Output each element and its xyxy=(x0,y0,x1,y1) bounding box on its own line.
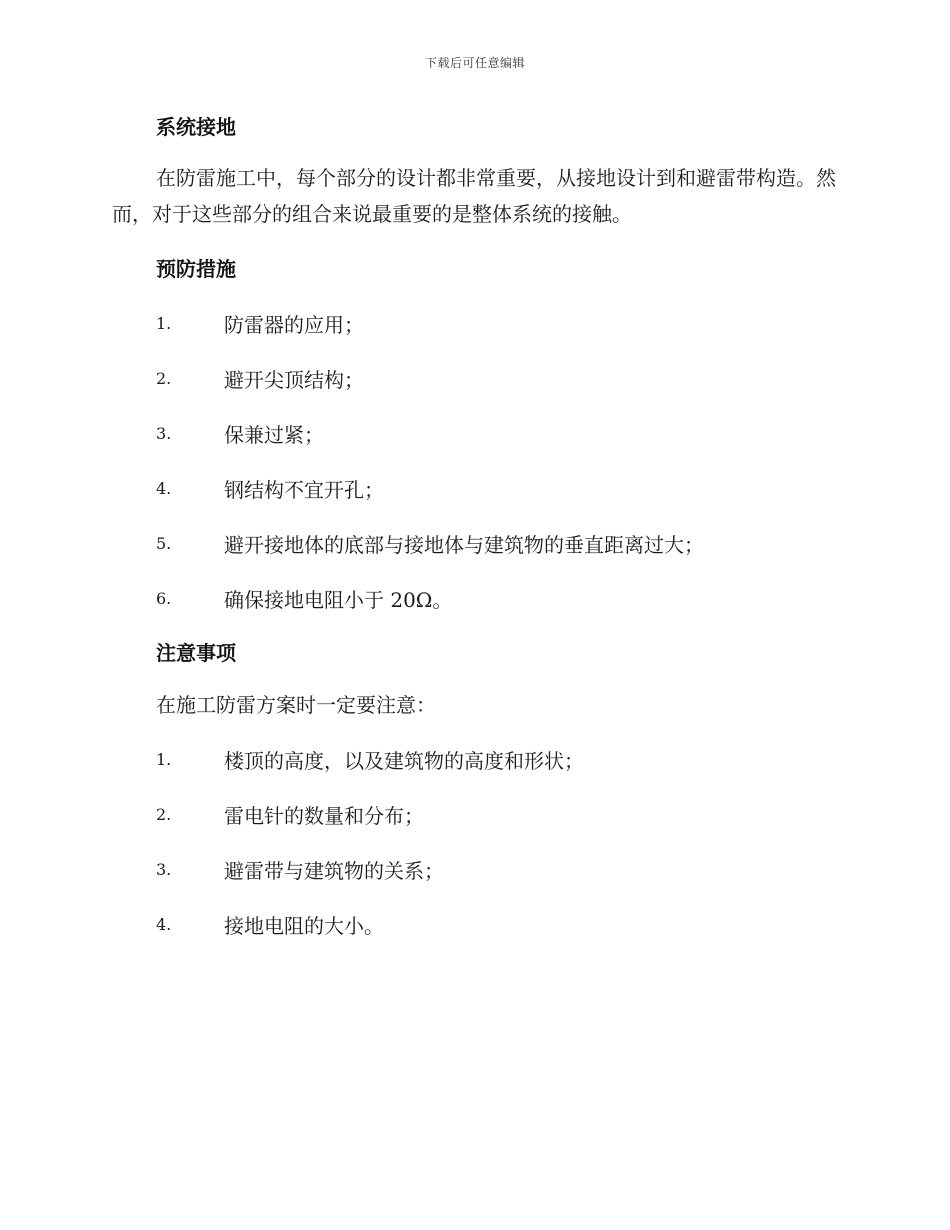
list-item xyxy=(112,732,840,787)
list-number: 3. xyxy=(156,424,172,443)
list-text: 确保接地电阻小于 20Ω。 xyxy=(224,588,453,612)
list-text: 防雷器的应用； xyxy=(224,313,364,337)
list-item xyxy=(112,571,840,626)
list-text: 避开接地体的底部与接地体与建筑物的垂直距离过大； xyxy=(224,533,704,557)
list-item xyxy=(112,351,840,406)
list-number: 4. xyxy=(156,915,172,934)
list-item xyxy=(112,516,840,571)
list-text: 保兼过紧； xyxy=(224,423,324,447)
list-text: 钢结构不宜开孔； xyxy=(224,478,384,502)
list-item xyxy=(112,461,840,516)
list-number: 3. xyxy=(156,860,172,879)
list-text: 楼顶的高度，以及建筑物的高度和形状； xyxy=(224,749,584,773)
document-body xyxy=(112,112,840,952)
list-item xyxy=(112,842,840,897)
page-header: 下载后可任意编辑 xyxy=(424,56,525,70)
section-paragraph: 在防雷施工中，每个部分的设计都非常重要，从接地设计到和避雷带构造。然而，对于这些部分的组合来说最重要的是整体系统的接触。 xyxy=(112,166,836,226)
list-item xyxy=(112,787,840,842)
list-item xyxy=(112,897,840,952)
notes-intro: 在施工防雷方案时一定要注意： xyxy=(156,693,436,717)
list-number: 6. xyxy=(156,589,172,608)
section-title-notes: 注意事项 xyxy=(156,641,236,665)
section-title-prevention: 预防措施 xyxy=(156,257,236,281)
list-item xyxy=(112,406,840,461)
list-number: 2. xyxy=(156,805,172,824)
list-text: 避开尖顶结构； xyxy=(224,368,364,392)
list-text: 雷电针的数量和分布； xyxy=(224,804,424,828)
list-text: 接地电阻的大小。 xyxy=(224,914,384,938)
list-number: 4. xyxy=(156,479,172,498)
list-number: 5. xyxy=(156,534,172,553)
list-item xyxy=(112,296,840,351)
list-number: 2. xyxy=(156,369,172,388)
section-title-system-grounding: 系统接地 xyxy=(156,115,236,139)
list-text: 避雷带与建筑物的关系； xyxy=(224,859,444,883)
prevention-list xyxy=(112,296,840,626)
list-number: 1. xyxy=(156,314,172,333)
list-number: 1. xyxy=(156,750,172,769)
notes-list xyxy=(112,732,840,952)
